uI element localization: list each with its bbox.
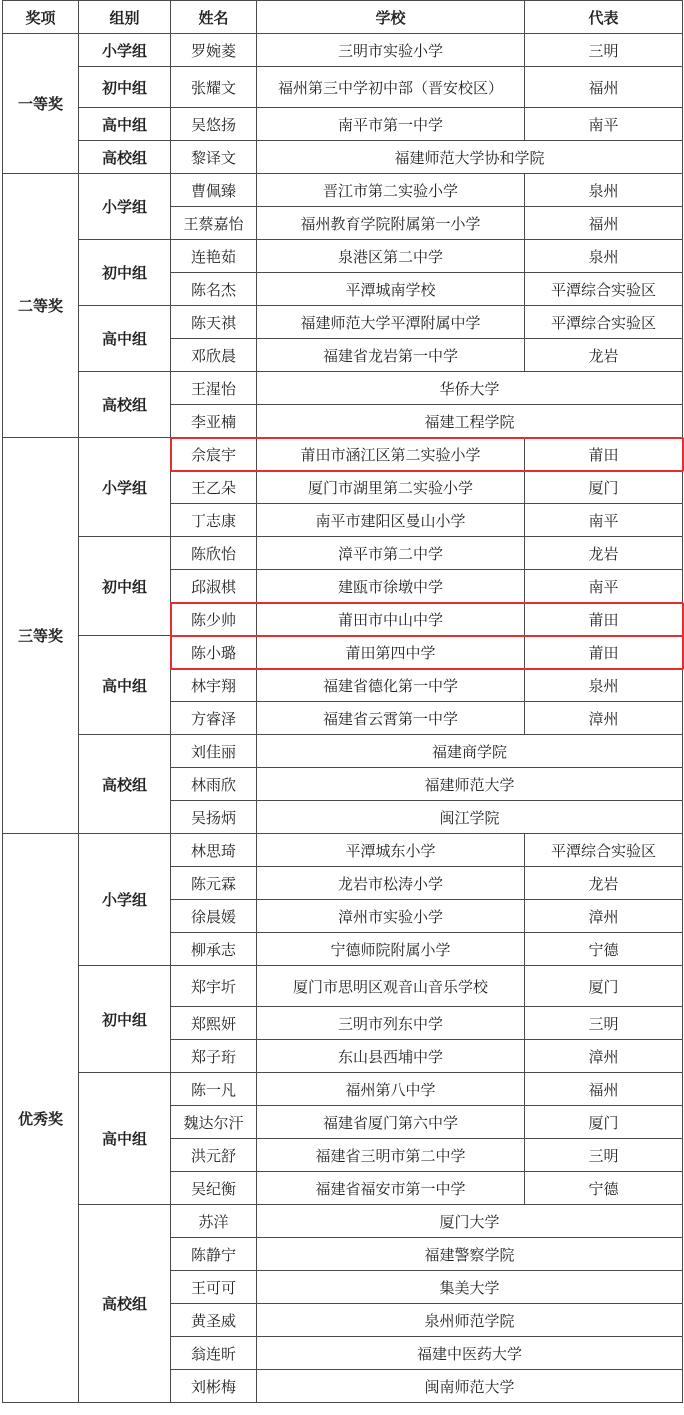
student-name-cell: 陈一凡 [171,1073,257,1106]
student-name-cell: 邱淑棋 [171,570,257,603]
group-cell: 高校组 [79,735,171,834]
school-cell: 福建警察学院 [257,1238,683,1271]
group-cell: 高校组 [79,141,171,174]
table-row [3,372,683,405]
student-name-cell: 柳承志 [171,933,257,966]
representative-cell: 龙岩 [525,537,683,570]
student-name-cell: 王蔡嘉怡 [171,207,257,240]
representative-cell: 泉州 [525,174,683,207]
school-cell: 三明市列东中学 [257,1007,525,1040]
school-cell: 闽南师范大学 [257,1370,683,1403]
representative-cell: 三明 [525,1007,683,1040]
school-cell: 莆田市中山中学 [257,603,525,636]
student-name-cell: 王湦怡 [171,372,257,405]
student-name-cell: 佘宸宇 [171,438,257,471]
student-name-cell: 丁志康 [171,504,257,537]
school-cell: 厦门市湖里第二实验小学 [257,471,525,504]
representative-cell: 南平 [525,504,683,537]
table-row [3,966,683,1007]
school-cell: 南平市第一中学 [257,108,525,141]
prize-cell: 三等奖 [3,438,79,834]
group-cell: 小学组 [79,34,171,67]
representative-cell: 莆田 [525,636,683,669]
student-name-cell: 洪元舒 [171,1139,257,1172]
representative-cell: 泉州 [525,240,683,273]
table-header [3,1,683,34]
school-cell: 福建省福安市第一中学 [257,1172,525,1205]
representative-cell: 龙岩 [525,867,683,900]
header-row [3,1,683,34]
representative-cell: 莆田 [525,438,683,471]
student-name-cell: 吴扬炳 [171,801,257,834]
school-cell: 福建省德化第一中学 [257,669,525,702]
school-cell: 泉港区第二中学 [257,240,525,273]
representative-cell: 漳州 [525,1040,683,1073]
table-row [3,240,683,273]
student-name-cell: 吴纪衡 [171,1172,257,1205]
school-cell: 福建工程学院 [257,405,683,438]
student-name-cell: 林雨欣 [171,768,257,801]
school-cell: 平潭城南学校 [257,273,525,306]
school-cell: 漳州市实验小学 [257,900,525,933]
group-cell: 高中组 [79,306,171,372]
school-cell: 福建中医药大学 [257,1337,683,1370]
group-cell: 高中组 [79,1073,171,1205]
representative-cell: 泉州 [525,669,683,702]
student-name-cell: 罗婉菱 [171,34,257,67]
school-cell: 厦门大学 [257,1205,683,1238]
group-cell: 小学组 [79,174,171,240]
header-rep: 代表 [525,1,683,34]
header-name: 姓名 [171,1,257,34]
header-group: 组别 [79,1,171,34]
school-cell: 平潭城东小学 [257,834,525,867]
student-name-cell: 陈元霖 [171,867,257,900]
representative-cell: 福州 [525,67,683,108]
representative-cell: 漳州 [525,900,683,933]
student-name-cell: 苏洋 [171,1205,257,1238]
student-name-cell: 李亚楠 [171,405,257,438]
table-row [3,537,683,570]
header-school: 学校 [257,1,525,34]
representative-cell: 宁德 [525,933,683,966]
student-name-cell: 刘彬梅 [171,1370,257,1403]
school-cell: 莆田市涵江区第二实验小学 [257,438,525,471]
student-name-cell: 徐晨媛 [171,900,257,933]
table-row [3,438,683,471]
student-name-cell: 郑子珩 [171,1040,257,1073]
representative-cell: 南平 [525,108,683,141]
student-name-cell: 林宇翔 [171,669,257,702]
school-cell: 福建商学院 [257,735,683,768]
representative-cell: 厦门 [525,1106,683,1139]
table-body [3,34,683,1403]
school-cell: 闽江学院 [257,801,683,834]
table-row [3,834,683,867]
school-cell: 华侨大学 [257,372,683,405]
table-row [3,174,683,207]
student-name-cell: 陈小璐 [171,636,257,669]
school-cell: 福州教育学院附属第一小学 [257,207,525,240]
student-name-cell: 陈少帅 [171,603,257,636]
school-cell: 福建省厦门第六中学 [257,1106,525,1139]
header-prize: 奖项 [3,1,79,34]
prize-cell: 优秀奖 [3,834,79,1403]
student-name-cell: 林思琦 [171,834,257,867]
representative-cell: 平潭综合实验区 [525,306,683,339]
group-cell: 高校组 [79,1205,171,1403]
school-cell: 福建省龙岩第一中学 [257,339,525,372]
student-name-cell: 陈欣怡 [171,537,257,570]
group-cell: 小学组 [79,834,171,966]
group-cell: 初中组 [79,966,171,1073]
school-cell: 南平市建阳区曼山小学 [257,504,525,537]
student-name-cell: 黄圣威 [171,1304,257,1337]
student-name-cell: 翁连昕 [171,1337,257,1370]
student-name-cell: 郑熙妍 [171,1007,257,1040]
student-name-cell: 黎译文 [171,141,257,174]
school-cell: 龙岩市松涛小学 [257,867,525,900]
school-cell: 福州第三中学初中部（晋安校区） [257,67,525,108]
student-name-cell: 连艳茹 [171,240,257,273]
table-row [3,67,683,108]
school-cell: 建瓯市徐墩中学 [257,570,525,603]
school-cell: 福州第八中学 [257,1073,525,1106]
table-row [3,1073,683,1106]
table-row [3,735,683,768]
representative-cell: 平潭综合实验区 [525,273,683,306]
representative-cell: 漳州 [525,702,683,735]
student-name-cell: 王可可 [171,1271,257,1304]
prize-cell: 一等奖 [3,34,79,174]
group-cell: 高校组 [79,372,171,438]
school-cell: 厦门市思明区观音山音乐学校 [257,966,525,1007]
group-cell: 初中组 [79,67,171,108]
group-cell: 高中组 [79,636,171,735]
group-cell: 初中组 [79,240,171,306]
school-cell: 集美大学 [257,1271,683,1304]
group-cell: 小学组 [79,438,171,537]
school-cell: 漳平市第二中学 [257,537,525,570]
representative-cell: 厦门 [525,966,683,1007]
group-cell: 高中组 [79,108,171,141]
student-name-cell: 陈名杰 [171,273,257,306]
representative-cell: 三明 [525,1139,683,1172]
student-name-cell: 陈天祺 [171,306,257,339]
school-cell: 泉州师范学院 [257,1304,683,1337]
representative-cell: 龙岩 [525,339,683,372]
school-cell: 东山县西埔中学 [257,1040,525,1073]
award-table [2,0,683,1403]
representative-cell: 厦门 [525,471,683,504]
school-cell: 福建师范大学 [257,768,683,801]
group-cell: 初中组 [79,537,171,636]
representative-cell: 福州 [525,207,683,240]
school-cell: 福建省云霄第一中学 [257,702,525,735]
student-name-cell: 王乙朵 [171,471,257,504]
student-name-cell: 邓欣晨 [171,339,257,372]
student-name-cell: 郑宇圻 [171,966,257,1007]
representative-cell: 莆田 [525,603,683,636]
table-row [3,306,683,339]
school-cell: 三明市实验小学 [257,34,525,67]
table-row [3,108,683,141]
school-cell: 莆田第四中学 [257,636,525,669]
table-row [3,636,683,669]
student-name-cell: 刘佳丽 [171,735,257,768]
school-cell: 晋江市第二实验小学 [257,174,525,207]
school-cell: 宁德师院附属小学 [257,933,525,966]
table-row [3,1205,683,1238]
student-name-cell: 吴悠扬 [171,108,257,141]
student-name-cell: 陈静宁 [171,1238,257,1271]
representative-cell: 福州 [525,1073,683,1106]
table-row [3,141,683,174]
student-name-cell: 魏达尔汗 [171,1106,257,1139]
representative-cell: 平潭综合实验区 [525,834,683,867]
school-cell: 福建师范大学协和学院 [257,141,683,174]
prize-cell: 二等奖 [3,174,79,438]
student-name-cell: 方睿泽 [171,702,257,735]
representative-cell: 南平 [525,570,683,603]
school-cell: 福建师范大学平潭附属中学 [257,306,525,339]
table-row [3,34,683,67]
representative-cell: 宁德 [525,1172,683,1205]
school-cell: 福建省三明市第二中学 [257,1139,525,1172]
student-name-cell: 曹佩臻 [171,174,257,207]
representative-cell: 三明 [525,34,683,67]
student-name-cell: 张耀文 [171,67,257,108]
